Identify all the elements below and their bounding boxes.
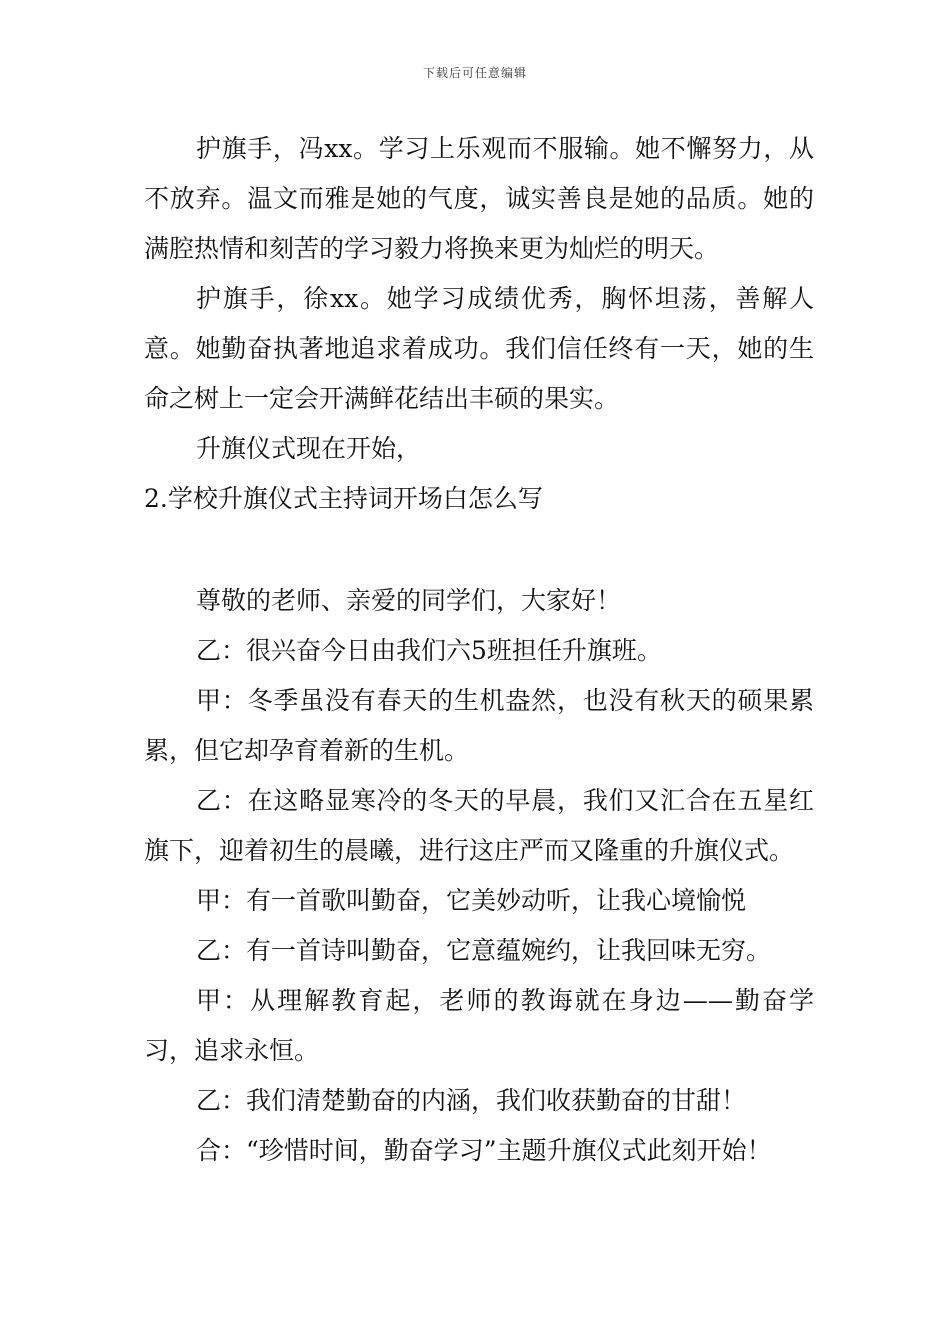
paragraph-line: 甲：从理解教育起，老师的教诲就在身边——勤奋学习，追求永恒。 [144, 986, 814, 1065]
paragraph-greeting: 尊敬的老师、亲爱的同学们，大家好！ [196, 586, 622, 615]
paragraph-ceremony-start: 升旗仪式现在开始， [196, 434, 422, 463]
paragraph-line: 乙：有一首诗叫勤奋，它意蕴婉约，让我回味无穷。 [196, 936, 772, 965]
paragraph-line: 乙：很兴奋今日由我们六5班担任升旗班。 [196, 636, 662, 665]
spacer [144, 524, 814, 576]
paragraph-flag-guard-xu: 护旗手，徐xx。她学习成绩优秀，胸怀坦荡，善解人意。她勤奋执著地追求着成功。我们信任终有一天，她的生命之树上一定会开满鲜花结出丰硕的果实。 [144, 284, 814, 413]
paragraph-line: 乙：我们清楚勤奋的内涵，我们收获勤奋的甘甜！ [196, 1086, 747, 1115]
paragraph-line: 合：“珍惜时间，勤奋学习”主题升旗仪式此刻开始！ [196, 1136, 772, 1165]
paragraph-line: 乙：在这略显寒冷的冬天的早晨，我们又汇合在五星红旗下，迎着初生的晨曦，进行这庄严而又隆重的升旗仪式。 [144, 786, 814, 865]
section-heading: 2.学校升旗仪式主持词开场白怎么写 [144, 484, 543, 513]
paragraph-line: 甲：有一首歌叫勤奋，它美妙动听，让我心境愉悦 [196, 886, 747, 915]
paragraph-line: 甲：冬季虽没有春天的生机盎然，也没有秋天的硕果累累，但它却孕育着新的生机。 [144, 686, 814, 765]
paragraph-flag-guard-feng: 护旗手，冯xx。学习上乐观而不服输。她不懈努力，从不放弃。温文而雅是她的气度，诚实善良是她的品质。她的满腔热情和刻苦的学习毅力将换来更为灿烂的明天。 [144, 134, 814, 263]
page-header: 下载后可任意编辑 [422, 66, 527, 80]
document-body [144, 124, 814, 1176]
